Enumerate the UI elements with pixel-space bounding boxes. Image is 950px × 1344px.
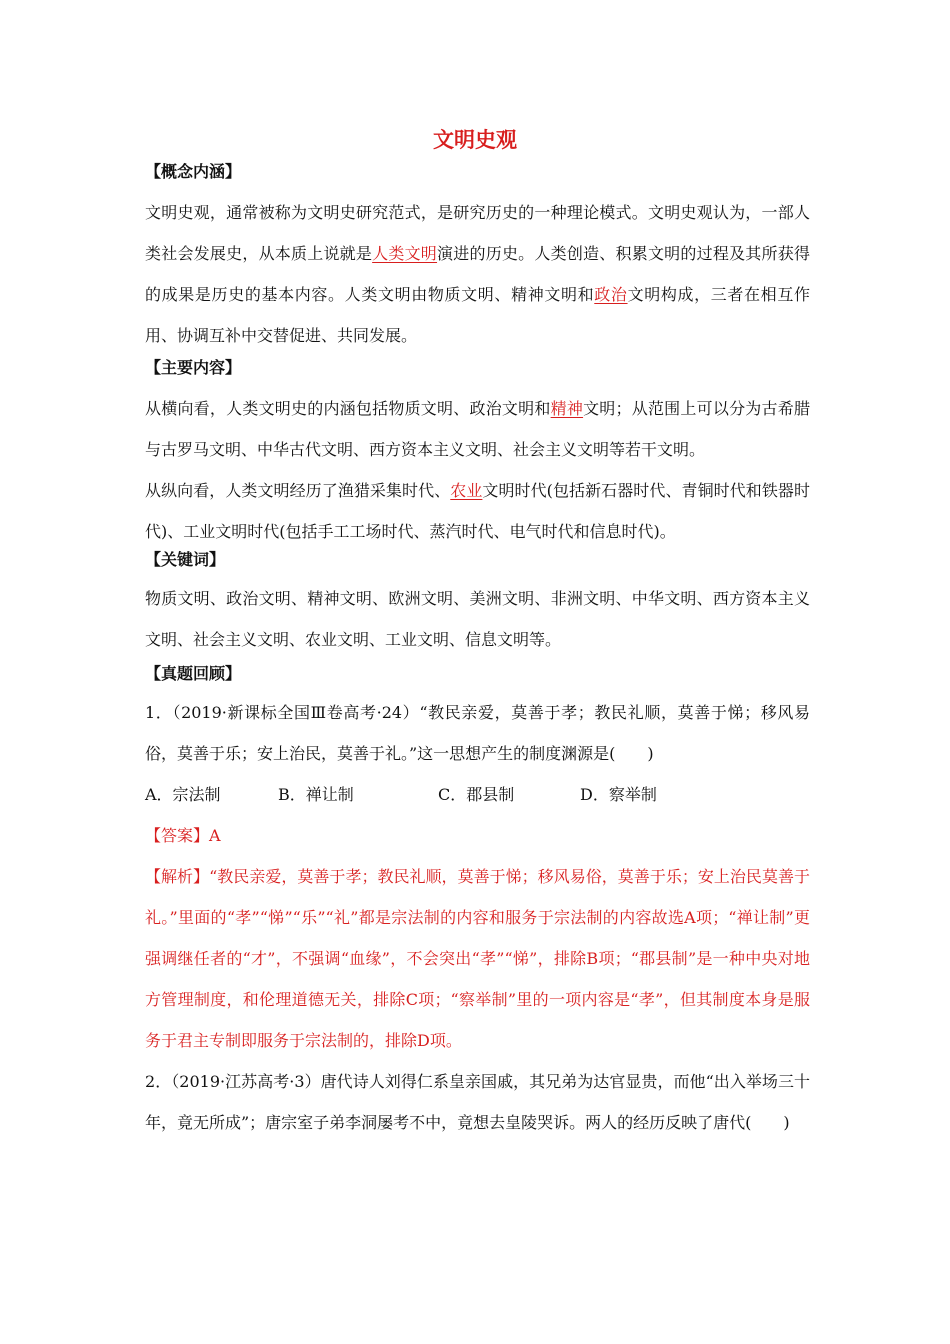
section-concept	[145, 160, 810, 356]
question-1-option-a: A．宗法制	[145, 785, 221, 804]
section-main-content	[145, 356, 810, 552]
question-1-options	[145, 774, 810, 815]
question-2-stem: 2．（2019·江苏高考·3）唐代诗人刘得仁系皇亲国戚，其兄弟为达官显贵，而他“出入举场三十年，竟无所成”；唐宗室子弟李洞屡考不中，竟想去皇陵哭诉。两人的经历反映了唐代( )	[145, 1072, 810, 1132]
main-paragraph-horizontal: 从横向看，人类文明史的内涵包括物质文明、政治文明和精神文明；从范围上可以分为古希腊与古罗马文明、中华古代文明、西方资本主义文明、社会主义文明等若干文明。	[145, 399, 810, 459]
question-1-stem: 1．（2019·新课标全国Ⅲ卷高考·24）“教民亲爱，莫善于孝；教民礼顺，莫善于悌；移风易俗，莫善于乐；安上治民，莫善于礼。”这一思想产生的制度渊源是( )	[145, 703, 810, 763]
question-1-analysis: 【解析】“教民亲爱，莫善于孝；教民礼顺，莫善于悌；移风易俗，莫善于乐；安上治民莫善于礼。”里面的“孝”“悌”“乐”“礼”都是宗法制的内容和服务于宗法制的内容故选A项；“禅让制”更强调继任者的“才”，不强调“血缘”，不会突出“孝”“悌”，排除B项；“郡县制”是一种中央对地方管理制度，和伦理道德无关，排除C项；“察举制”里的一项内容是“孝”，但其制度本身是服务于君主专制即服务于宗法制的，排除D项。	[145, 867, 810, 1050]
question-1-option-b: B．禅让制	[278, 785, 354, 804]
question-1-answer: 【答案】A	[145, 826, 221, 845]
section-keywords	[145, 548, 810, 660]
question-1-option-d: D．察举制	[580, 785, 657, 804]
section-heading-review: 【真题回顾】	[145, 664, 242, 683]
highlight-politics: 政治	[594, 285, 628, 304]
page-title: 文明史观	[433, 127, 517, 152]
section-heading-concept: 【概念内涵】	[145, 162, 242, 181]
keywords-paragraph: 物质文明、政治文明、精神文明、欧洲文明、美洲文明、非洲文明、中华文明、西方资本主义文明、社会主义文明、农业文明、工业文明、信息文明等。	[145, 589, 810, 649]
highlight-agriculture: 农业	[450, 481, 483, 500]
highlight-spirit: 精神	[550, 399, 584, 418]
main-paragraph-vertical: 从纵向看，人类文明经历了渔猎采集时代、农业文明时代(包括新石器时代、青铜时代和铁器时代)、工业文明时代(包括手工工场时代、蒸汽时代、电气时代和信息时代)。	[145, 481, 810, 541]
question-1-option-c: C．郡县制	[438, 785, 515, 804]
concept-paragraph: 文明史观，通常被称为文明史研究范式，是研究历史的一种理论模式。文明史观认为，一部人类社会发展史，从本质上说就是人类文明演进的历史。人类创造、积累文明的过程及其所获得的成果是历史的基本内容。人类文明由物质文明、精神文明和政治文明构成，三者在相互作用、协调互补中交替促进、共同发展。	[145, 203, 810, 345]
highlight-human-civilization: 人类文明	[372, 244, 438, 263]
section-review	[145, 662, 810, 1143]
section-heading-main: 【主要内容】	[145, 358, 242, 377]
section-heading-keywords: 【关键词】	[145, 550, 226, 569]
